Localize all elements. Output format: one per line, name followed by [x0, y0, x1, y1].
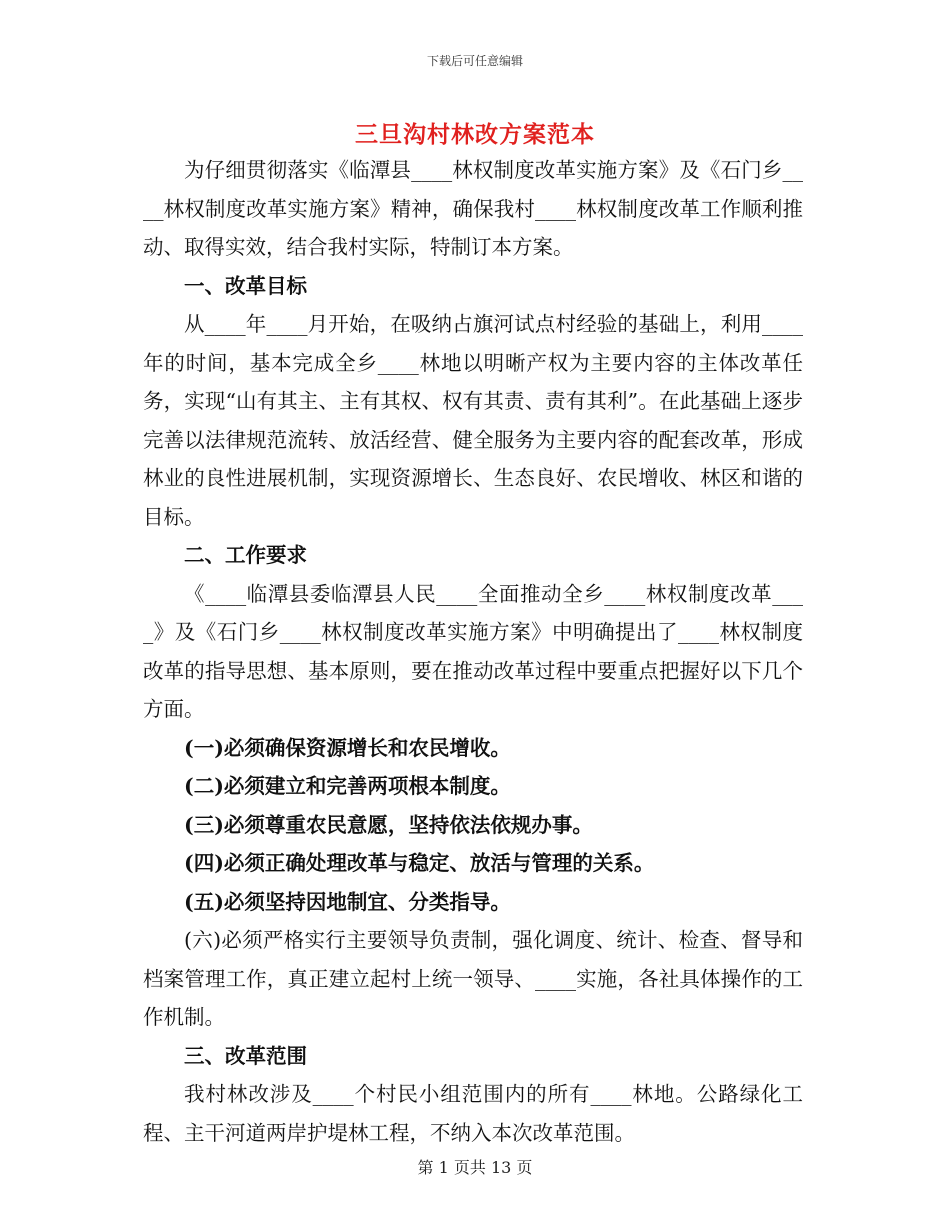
requirements-paragraph: 《____临潭县委临潭县人民____全面推动全乡____林权制度改革____》及《石门乡____林权制度改革实施方案》中明确提出了____林权制度改革的指导思想、基本原则，要在推动改革过程中要重点把握好以下几个方面。 [143, 581, 803, 721]
section-heading-requirements: 二、工作要求 [184, 543, 307, 567]
page-footer: 第 1 页共 13 页 [417, 1158, 533, 1177]
goals-paragraph: 从____年____月开始，在吸纳占旗河试点村经验的基础上，利用____年的时间，基本完成全乡____林地以明晰产权为主要内容的主体改革任务，实现“山有其主、主有其权、权有其责、责有其利”。在此基础上逐步完善以法律规范流转、放活经营、健全服务为主要内容的配套改革，形成林业的良性进展机制，实现资源增长、生态良好、农民增收、林区和谐的目标。 [143, 312, 803, 529]
section-heading-goals: 一、改革目标 [184, 273, 307, 298]
page-header: 下载后可任意编辑 [426, 54, 523, 68]
requirement-item-3: (三)必须尊重农民意愿，坚持依法依规办事。 [184, 812, 593, 837]
requirement-item-1: (一)必须确保资源增长和农民增收。 [184, 735, 511, 760]
intro-paragraph: 为仔细贯彻落实《临潭县____林权制度改革实施方案》及《石门乡____林权制度改革实施方案》精神，确保我村____林权制度改革工作顺利推动、取得实效，结合我村实际，特制订本方案。 [143, 158, 803, 259]
requirement-item-6: (六)必须严格实行主要领导负责制，强化调度、统计、检查、督导和档案管理工作，真正建立起村上统一领导、____实施，各社具体操作的工作机制。 [143, 928, 803, 1029]
section-heading-scope: 三、改革范围 [184, 1043, 307, 1068]
document-title: 三旦沟村林改方案范本 [355, 121, 595, 148]
requirement-item-2: (二)必须建立和完善两项根本制度。 [184, 774, 511, 798]
requirement-item-5: (五)必须坚持因地制宜、分类指导。 [184, 889, 511, 914]
document-body [143, 151, 803, 1152]
scope-paragraph: 我村林改涉及____个村民小组范围内的所有____林地。公路绿化工程、主干河道两岸护堤林工程，不纳入本次改革范围。 [143, 1082, 803, 1145]
requirement-item-4: (四)必须正确处理改革与稳定、放活与管理的关系。 [184, 851, 655, 875]
